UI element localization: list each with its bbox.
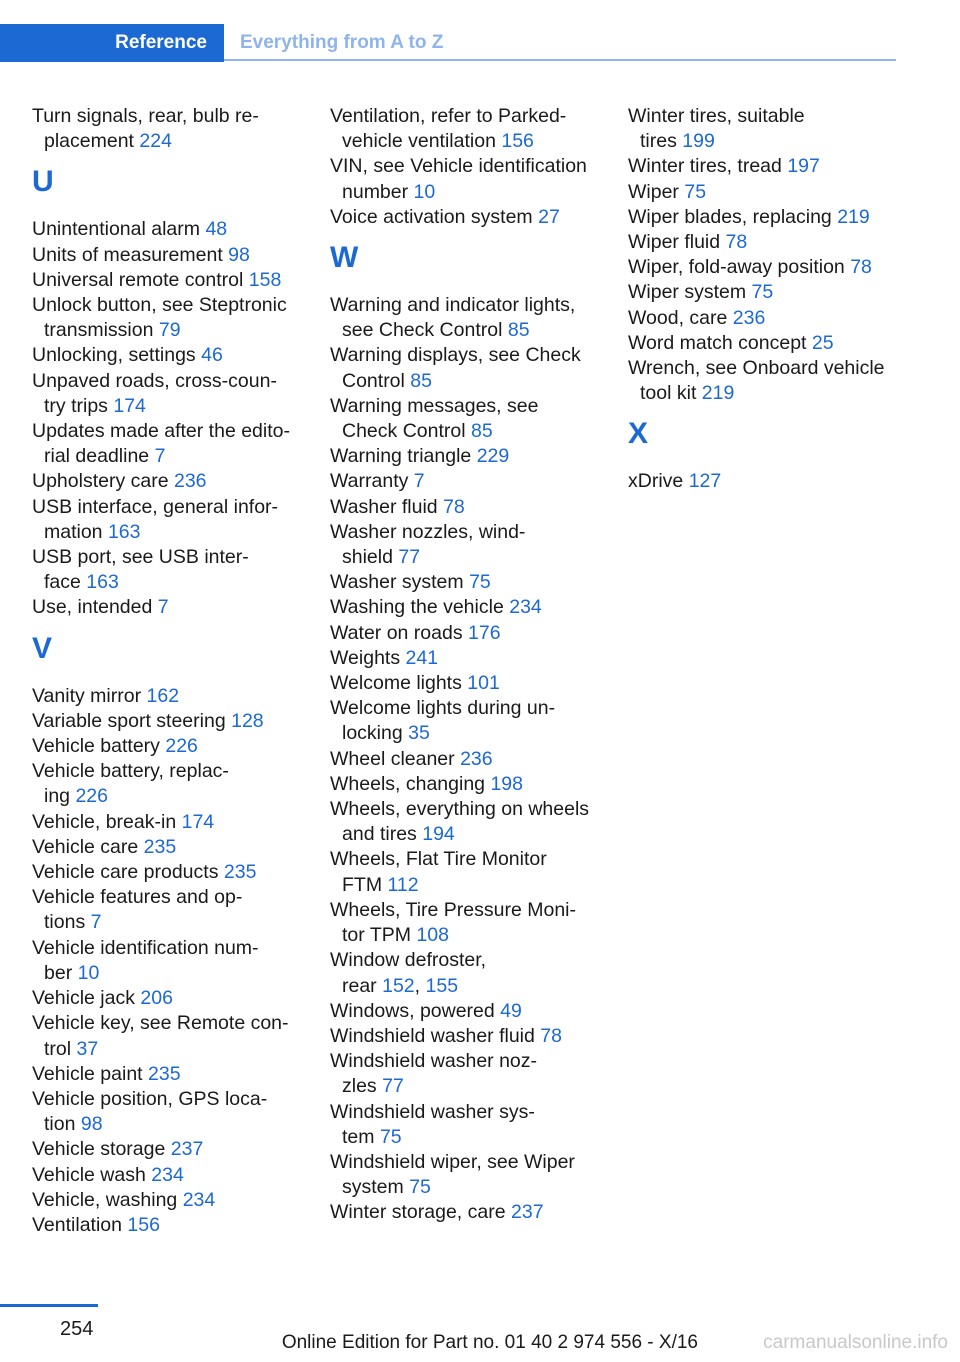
page-link[interactable]: 236 — [460, 747, 493, 770]
page-link[interactable]: 194 — [422, 823, 455, 846]
page-link[interactable]: 112 — [387, 873, 419, 896]
page-link[interactable]: 7 — [413, 470, 425, 493]
entry-term: Upholstery care — [32, 470, 169, 493]
entry-term-continued: ing — [44, 785, 71, 808]
page-link[interactable]: 176 — [468, 621, 501, 644]
page-link[interactable]: 77 — [382, 1075, 404, 1098]
index-entry — [32, 1163, 307, 1188]
entry-term: Warning and indicator lights, — [330, 294, 576, 317]
index-entry — [32, 835, 307, 860]
index-entry — [330, 495, 605, 520]
entry-term: Windshield washer sys- — [330, 1100, 535, 1123]
index-entry — [32, 595, 307, 620]
page-link[interactable]: 224 — [139, 130, 172, 153]
entry-term: Weights — [330, 646, 401, 669]
page-link[interactable]: 198 — [490, 772, 523, 795]
entry-term: Vehicle, break-in — [32, 810, 177, 833]
entry-term: Windshield washer noz- — [330, 1050, 538, 1073]
page-link[interactable]: 236 — [732, 306, 766, 329]
entry-term-continued: tool kit — [640, 382, 697, 405]
page-link[interactable]: 85 — [410, 369, 432, 392]
index-entry — [32, 217, 307, 242]
entry-term: Water on roads — [330, 621, 463, 644]
page-header — [0, 24, 896, 62]
index-entry — [330, 205, 605, 230]
page-link[interactable]: 235 — [223, 861, 257, 884]
page-link[interactable]: 234 — [509, 596, 542, 619]
entry-term: Vehicle position, GPS loca- — [32, 1087, 268, 1110]
page-link[interactable]: 85 — [470, 420, 493, 443]
entry-term-continued: Control — [342, 369, 405, 392]
entry-term: Wheels, Tire Pressure Moni- — [330, 898, 576, 921]
entry-term-continued: and tires — [342, 823, 417, 846]
entry-term: Voice activation system — [330, 205, 533, 228]
page-link[interactable]: 162 — [146, 684, 180, 707]
entry-term: Wheels, changing — [330, 772, 486, 795]
entry-term: Wheel cleaner — [330, 747, 455, 770]
entry-term: Winter tires, suitable — [628, 105, 805, 127]
entry-term: Wheels, everything on wheels — [330, 798, 590, 821]
entry-term-continued: try trips — [44, 394, 108, 417]
entry-term: Use, intended — [32, 596, 153, 619]
index-entry — [330, 797, 605, 847]
index-entry — [32, 1087, 307, 1137]
entry-term: Vehicle battery — [32, 735, 160, 758]
page-link[interactable]: 236 — [173, 470, 207, 493]
page-link[interactable]: 155 — [425, 974, 459, 997]
index-entry — [330, 343, 605, 393]
entry-term: Vehicle jack — [32, 987, 135, 1010]
page-link[interactable]: 49 — [500, 999, 522, 1022]
entry-term: Wiper fluid — [628, 231, 721, 254]
page-link[interactable]: 108 — [416, 924, 449, 947]
page-link[interactable]: 234 — [182, 1188, 216, 1211]
index-column-1 — [32, 104, 307, 1238]
index-entry — [32, 1137, 307, 1162]
entry-term-continued: tion — [44, 1113, 76, 1136]
entry-term: Wiper system — [628, 281, 747, 304]
page-link[interactable]: 237 — [170, 1138, 204, 1161]
page-link[interactable]: 174 — [113, 394, 146, 417]
index-entry — [330, 570, 605, 595]
entry-term: USB interface, general infor- — [32, 495, 279, 518]
entry-term: Welcome lights — [330, 672, 462, 695]
entry-term-continued: system — [342, 1176, 404, 1199]
index-entry — [330, 999, 605, 1024]
page-link[interactable]: 127 — [688, 470, 722, 493]
index-entry — [32, 469, 307, 494]
index-entry — [330, 772, 605, 797]
page-link[interactable]: 226 — [75, 785, 108, 808]
page-link[interactable]: 199 — [682, 130, 715, 153]
entry-term-continued: transmission — [44, 319, 154, 342]
entry-term: Wiper, fold-away position — [628, 256, 845, 279]
page-link[interactable]: 78 — [850, 256, 872, 279]
page-link[interactable]: 25 — [811, 331, 834, 354]
page-link[interactable]: 77 — [398, 546, 421, 569]
context-title: Everything from A to Z — [240, 32, 444, 53]
entry-term: Window defroster, — [330, 949, 487, 972]
page-link[interactable]: 46 — [201, 344, 223, 367]
page-link[interactable]: 35 — [408, 722, 430, 745]
entry-term: Turn signals, rear, bulb re- — [32, 105, 259, 127]
entry-term: Updates made after the edito- — [32, 420, 290, 443]
page-link[interactable]: 75 — [379, 1125, 402, 1148]
entry-term: Vehicle storage — [32, 1138, 166, 1161]
entry-term: Ventilation — [32, 1213, 122, 1236]
index-entry — [32, 936, 307, 986]
page-link[interactable]: 75 — [409, 1176, 431, 1199]
index-entry — [32, 684, 307, 709]
entry-term-continued: tions — [44, 911, 86, 934]
entry-term-continued: face — [44, 571, 81, 594]
page-link[interactable]: 234 — [151, 1163, 184, 1186]
index-entry — [330, 444, 605, 469]
index-entry — [330, 1100, 605, 1150]
entry-term-continued: tor TPM — [342, 924, 411, 947]
index-entry — [330, 671, 605, 696]
entry-term: Vehicle care products — [32, 861, 219, 884]
edition-note: Online Edition for Part no. 01 40 2 974 556 - X/16 — [281, 1332, 698, 1353]
entry-term: Vehicle key, see Remote con- — [32, 1012, 289, 1035]
index-entry — [32, 369, 307, 419]
page-link[interactable]: 163 — [107, 520, 141, 543]
page-link[interactable]: 48 — [205, 218, 228, 241]
entry-term: xDrive — [628, 470, 684, 493]
index-letter: V — [32, 631, 53, 665]
entry-term-continued: tem — [342, 1125, 375, 1148]
index-entry — [32, 885, 307, 935]
entry-term: Unpaved roads, cross-coun- — [32, 369, 277, 392]
index-entry — [330, 1150, 605, 1200]
page-link[interactable]: 219 — [837, 205, 870, 228]
page-link[interactable]: 158 — [248, 268, 282, 291]
entry-term: Units of measurement — [32, 243, 223, 266]
watermark: carmanualsonline.info — [763, 1332, 948, 1353]
page-link[interactable]: 156 — [501, 130, 534, 153]
entry-term: Warning triangle — [330, 445, 472, 468]
entry-term: Windshield wiper, see Wiper — [330, 1150, 575, 1173]
page-link[interactable]: 98 — [80, 1113, 103, 1136]
entry-term-continued: placement — [44, 130, 134, 153]
entry-term: Welcome lights during un- — [330, 697, 556, 720]
entry-term-continued: ber — [44, 961, 73, 984]
index-entry — [628, 180, 903, 205]
entry-term: Winter storage, care — [330, 1201, 506, 1224]
index-entry — [330, 293, 605, 343]
entry-term: Wheels, Flat Tire Monitor — [330, 848, 547, 871]
index-entry — [330, 394, 605, 444]
page-link[interactable]: 226 — [165, 735, 198, 758]
index-entry — [32, 243, 307, 268]
index-letter: W — [330, 241, 359, 275]
page-link[interactable]: 79 — [158, 319, 181, 342]
index-entry — [32, 1213, 307, 1238]
page-link[interactable]: 163 — [86, 571, 119, 594]
entry-term-continued: rial deadline — [44, 445, 150, 468]
index-entry — [628, 331, 903, 356]
page-link[interactable]: 241 — [405, 646, 439, 669]
entry-term: Warning displays, see Check — [330, 344, 581, 367]
index-entry — [32, 734, 307, 759]
page-link[interactable]: 75 — [751, 281, 774, 304]
entry-term: Winter tires, tread — [628, 155, 782, 178]
footer-rule — [0, 1304, 98, 1307]
entry-term: Wood, care — [628, 306, 728, 329]
entry-term: Washer nozzles, wind- — [330, 520, 526, 543]
index-entry — [32, 860, 307, 885]
index-entry — [32, 1062, 307, 1087]
index-entry — [628, 205, 903, 230]
index-entry — [330, 520, 605, 570]
entry-term-continued: vehicle ventilation — [342, 130, 496, 153]
page-link[interactable]: 7 — [157, 596, 169, 619]
index-column-3 — [628, 104, 903, 495]
entry-term: Wrench, see Onboard vehicle — [628, 357, 885, 380]
page-link[interactable]: 78 — [443, 495, 465, 518]
page-link[interactable]: 128 — [231, 709, 264, 732]
page-link[interactable]: 237 — [511, 1201, 544, 1224]
entry-term-continued: Check Control — [342, 420, 466, 443]
entry-term: Unlock button, see Steptronic — [32, 294, 287, 317]
entry-term: Wiper blades, replacing — [628, 205, 832, 228]
index-entry — [32, 759, 307, 809]
entry-term: Windshield washer fluid — [330, 1024, 535, 1047]
page-link[interactable]: 27 — [538, 205, 560, 228]
page-link[interactable]: 156 — [127, 1213, 160, 1236]
index-letter: U — [32, 165, 54, 199]
index-entry — [330, 1049, 605, 1099]
page-link[interactable]: 174 — [181, 810, 215, 833]
index-entry — [32, 1011, 307, 1061]
page-link[interactable]: 10 — [413, 180, 436, 203]
index-entry — [32, 419, 307, 469]
index-entry — [32, 293, 307, 343]
entry-term-continued: mation — [44, 520, 103, 543]
entry-term-continued: see Check Control — [342, 319, 503, 342]
index-entry — [330, 898, 605, 948]
entry-term: Unintentional alarm — [32, 218, 201, 241]
index-entry — [330, 696, 605, 746]
page-link[interactable]: 75 — [469, 571, 491, 594]
entry-term: Vehicle wash — [32, 1163, 146, 1186]
entry-term: Wiper — [628, 180, 679, 203]
entry-term: Ventilation, refer to Parked- — [330, 105, 567, 127]
index-entry — [628, 230, 903, 255]
entry-term: Variable sport steering — [32, 709, 226, 732]
entry-term: USB port, see USB inter- — [32, 546, 249, 569]
index-entry — [330, 1024, 605, 1049]
page-link[interactable]: 85 — [507, 319, 530, 342]
entry-term-continued: rear — [342, 974, 377, 997]
index-letter: X — [628, 417, 649, 451]
entry-term-continued: FTM — [342, 873, 383, 896]
page-number: 254 — [60, 1318, 94, 1340]
entry-term: Vanity mirror — [32, 684, 142, 707]
index-entry — [330, 747, 605, 772]
index-entry — [330, 469, 605, 494]
entry-term: VIN, see Vehicle identification — [330, 155, 587, 178]
index-entry — [628, 469, 903, 494]
index-entry — [330, 621, 605, 646]
entry-term: Vehicle battery, replac- — [32, 760, 229, 783]
page-link[interactable]: 235 — [148, 1062, 181, 1085]
page-link[interactable]: 7 — [90, 911, 102, 934]
index-entry — [330, 104, 605, 154]
entry-term: Washer fluid — [330, 495, 438, 518]
entry-term-continued: tires — [640, 130, 677, 153]
index-entry — [628, 356, 903, 406]
page-link[interactable]: 78 — [540, 1024, 562, 1047]
entry-term: Unlocking, settings — [32, 344, 196, 367]
index-entry — [32, 343, 307, 368]
index-entry — [32, 986, 307, 1011]
section-tab: Reference — [0, 24, 224, 62]
entry-term-continued: shield — [342, 546, 393, 569]
index-entry — [32, 268, 307, 293]
page-link[interactable]: 197 — [787, 155, 820, 178]
index-entry — [330, 646, 605, 671]
index-entry — [32, 709, 307, 734]
page-link[interactable]: 75 — [684, 180, 707, 203]
page-link[interactable]: 235 — [143, 835, 177, 858]
page-link[interactable]: 37 — [76, 1037, 99, 1060]
page-link[interactable]: 229 — [476, 445, 510, 468]
index-entry — [32, 810, 307, 835]
page-link[interactable]: 152 — [382, 974, 415, 997]
entry-term: Warranty — [330, 470, 409, 493]
entry-term: Vehicle identification num- — [32, 936, 259, 959]
entry-term: Vehicle paint — [32, 1062, 143, 1085]
index-entry — [32, 495, 307, 545]
header-rule — [224, 59, 896, 61]
entry-term: Washing the vehicle — [330, 596, 504, 619]
entry-term: Vehicle features and op- — [32, 886, 243, 909]
entry-term-continued: zles — [342, 1075, 377, 1098]
entry-term: Windows, powered — [330, 999, 495, 1022]
index-entry — [330, 154, 605, 204]
index-column-2 — [330, 104, 605, 1226]
page-link[interactable]: 10 — [77, 961, 100, 984]
entry-term: Warning messages, see — [330, 394, 539, 417]
index-entry — [628, 255, 903, 280]
entry-term: Universal remote control — [32, 268, 244, 291]
index-entry — [330, 847, 605, 897]
index-entry — [628, 104, 903, 154]
entry-term-continued: number — [342, 180, 409, 203]
page-link[interactable]: 219 — [701, 382, 735, 405]
page-link[interactable]: 206 — [140, 987, 173, 1010]
index-entry: Window defroster, rear 152, 155 — [330, 949, 487, 997]
entry-term: Vehicle care — [32, 835, 139, 858]
index-entry — [32, 545, 307, 595]
page-link[interactable]: 78 — [725, 231, 748, 254]
page-link[interactable]: 98 — [228, 243, 250, 266]
entry-term: Vehicle, washing — [32, 1188, 178, 1211]
index-entry — [628, 154, 903, 179]
index-entry — [32, 104, 307, 154]
index-entry — [32, 1188, 307, 1213]
index-entry — [628, 280, 903, 305]
index-entry — [330, 1200, 605, 1225]
entry-term: Word match concept — [628, 331, 807, 354]
entry-term: Washer system — [330, 571, 464, 594]
page-link[interactable]: 101 — [467, 672, 500, 695]
entry-term-continued: trol — [44, 1037, 72, 1060]
index-entry — [628, 306, 903, 331]
index-entry — [330, 595, 605, 620]
page-link[interactable]: 7 — [154, 445, 166, 468]
entry-term-continued: locking — [342, 722, 403, 745]
